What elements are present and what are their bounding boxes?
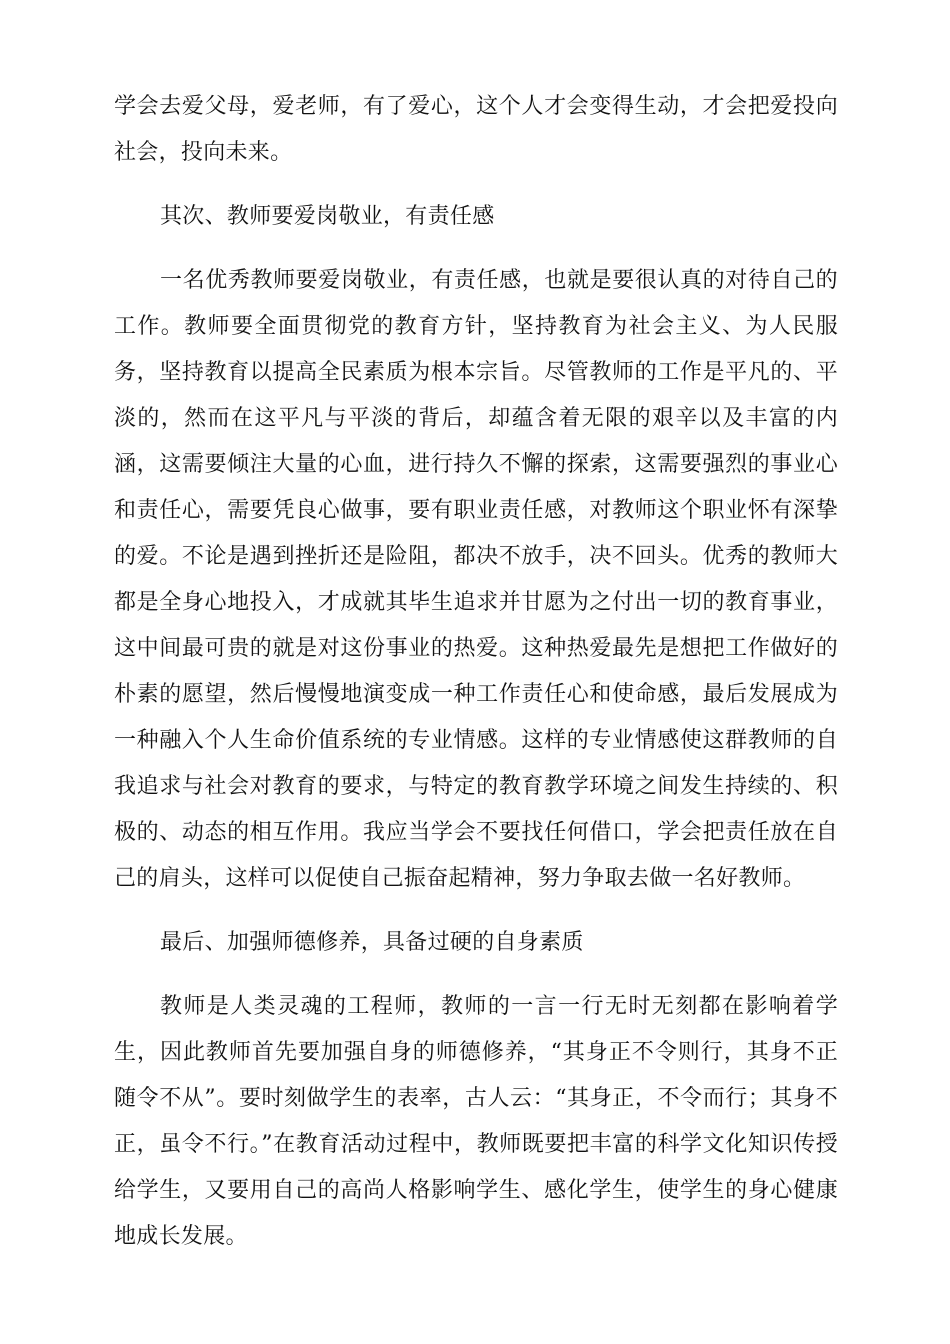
paragraph-ethics: 教师是人类灵魂的工程师，教师的一言一行无时无刻都在影响着学生，因此教师首先要加强自身的师德修养，“其身正不令则行，其身不正随令不从”。要时刻做学生的表率，古人云：“其身正，不令而行；其身不正，虽令不行。”在教育活动过程中，教师既要把丰富的科学文化知识传授给学生，又要用自己的高尚人格影响学生、感化学生，使学生的身心健康地成长发展。 — [114, 994, 838, 1249]
paragraph-continuation: 学会去爱父母，爱老师，有了爱心，这个人才会变得生动，才会把爱投向社会，投向未来。 — [114, 94, 838, 165]
section-heading-responsibility: 其次、教师要爱岗敬业，有责任感 — [160, 204, 495, 229]
paragraph-responsibility: 一名优秀教师要爱岗敬业，有责任感，也就是要很认真的对待自己的工作。教师要全面贯彻党的教育方针，坚持教育为社会主义、为人民服务，坚持教育以提高全民素质为根本宗旨。尽管教师的工作是平凡的、平淡的，然而在这平凡与平淡的背后，却蕴含着无限的艰辛以及丰富的内涵，这需要倾注大量的心血，进行持久不懈的探索，这需要强烈的事业心和责任心，需要凭良心做事，要有职业责任感，对教师这个职业怀有深挚的爱。不论是遇到挫折还是险阻，都决不放手，决不回头。优秀的教师大都是全身心地投入，才成就其毕生追求并甘愿为之付出一切的教育事业，这中间最可贵的就是对这份事业的热爱。这种热爱最先是想把工作做好的朴素的愿望，然后慢慢地演变成一种工作责任心和使命感，最后发展成为一种融入个人生命价值系统的专业情感。这样的专业情感使这群教师的自我追求与社会对教育的要求，与特定的教育教学环境之间发生持续的、积极的、动态的相互作用。我应当学会不要找任何借口，学会把责任放在自己的肩头，这样可以促使自己振奋起精神，努力争取去做一名好教师。 — [114, 268, 838, 891]
section-heading-ethics: 最后、加强师德修养，具备过硬的自身素质 — [160, 930, 584, 955]
document-body — [114, 84, 838, 1278]
